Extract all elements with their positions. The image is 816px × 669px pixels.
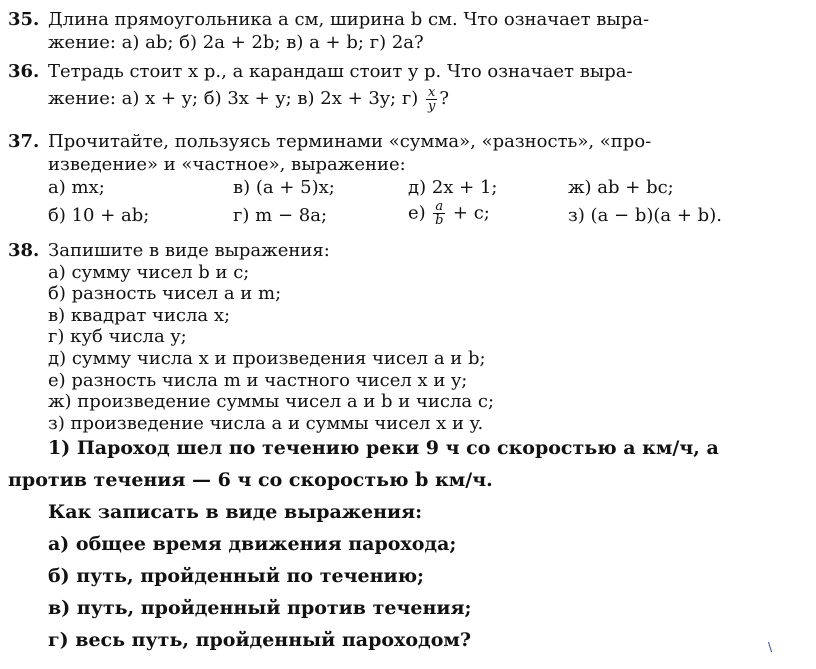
list-item: в) квадрат числа x;	[48, 304, 231, 326]
problem-text: Прочитайте, пользуясь терминами «сумма», «разность», «про-	[48, 131, 652, 152]
problem-text: 1) Пароход шел по течению реки 9 ч со скоростью a км/ч, а	[48, 437, 719, 459]
expression-zh: ж) ab + bc;	[568, 177, 674, 198]
problem-text: жение: а) x + y; б) 3x + y; в) 2x + 3y; г)	[48, 88, 419, 109]
problem-text: Длина прямоугольника a см, ширина b см. Что означает выра-	[48, 9, 650, 30]
list-item: д) сумму числа x и произведения чисел a и b;	[48, 347, 486, 369]
problem-text: Как записать в виде выражения:	[48, 501, 423, 523]
problem-number: 35.	[8, 9, 40, 30]
problem-text: против течения — 6 ч со скоростью b км/ч.	[8, 469, 493, 491]
problem-text: жение: а) ab; б) 2a + 2b; в) a + b; г) 2a?	[48, 32, 424, 53]
problem-38	[8, 240, 798, 434]
list-item: г) куб числа y;	[48, 326, 187, 348]
pen-mark: \	[768, 640, 773, 654]
expression-b: б) 10 + ab;	[48, 205, 150, 226]
problem-36: 36. Тетрадь стоит x р., а карандаш стоит y р. Что означает выра- жение: а) x + y; б) 3x + y; в) 2x + 3y; г) $\frac{x}{y}$ ?	[8, 61, 633, 114]
list-item: з) произведение числа a и суммы чисел x и y.	[48, 412, 484, 434]
fraction: $\frac{x}{y}$	[428, 84, 436, 114]
problem-text: изведение» и «частное», выражение:	[48, 154, 406, 175]
problem-number: 36.	[8, 61, 40, 82]
list-item: б) разность чисел a и m;	[48, 283, 282, 305]
problem-text: Тетрадь стоит x р., а карандаш стоит y р. Что означает выра-	[48, 61, 633, 82]
expression-v: в) (a + 5)x;	[233, 177, 335, 198]
expressions-grid	[8, 176, 798, 228]
expression-z: з) (a − b)(a + b).	[568, 205, 722, 226]
expression-d: д) 2x + 1;	[408, 177, 498, 198]
list-item: а) сумму чисел b и c;	[48, 261, 250, 283]
list-item: а) общее время движения парохода;	[48, 533, 457, 555]
problem-35	[8, 8, 798, 54]
list-item: в) путь, пройденный против течения;	[48, 597, 472, 619]
problem-37	[8, 130, 798, 228]
expression-a: а) mx;	[48, 177, 105, 198]
expression-g: г) m − 8a;	[233, 205, 328, 226]
list-item: е) разность числа m и частного чисел x и y;	[48, 369, 468, 391]
problem-number: 38.	[8, 240, 40, 261]
list-item: ж) произведение суммы чисел a и b и числа c;	[48, 391, 495, 413]
list-item: б) путь, пройденный по течению;	[48, 565, 425, 587]
problem-title: Запишите в виде выражения:	[48, 240, 330, 261]
problem-number: 37.	[8, 131, 40, 152]
expression-e: е) $\frac{a}{b}$ + c;	[408, 199, 490, 228]
steamboat-problem	[8, 432, 798, 656]
list-item: г) весь путь, пройденный пароходом?	[48, 629, 472, 651]
fraction: $\frac{a}{b}$	[435, 199, 444, 228]
